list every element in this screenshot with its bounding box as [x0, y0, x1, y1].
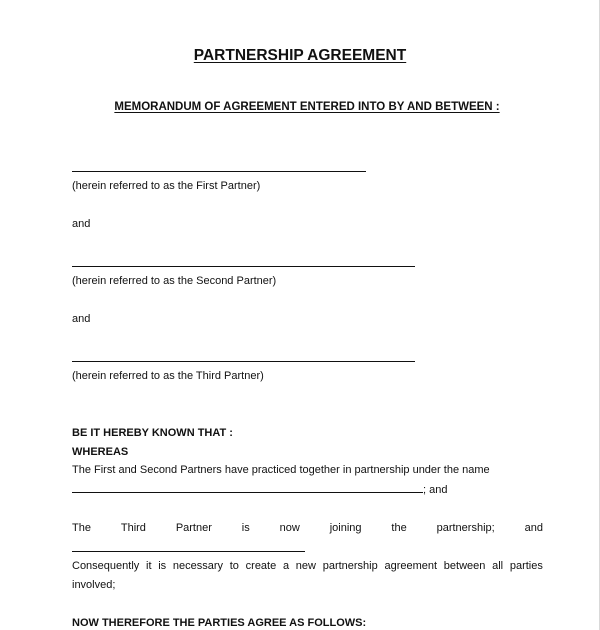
- now-therefore-heading: NOW THEREFORE THE PARTIES AGREE AS FOLLOWS:: [72, 617, 367, 629]
- third-partner-word: now: [279, 522, 300, 534]
- consequently-word: create: [245, 560, 277, 572]
- consequently-word: it: [146, 560, 152, 572]
- consequently-word: is: [158, 560, 167, 572]
- practiced-suffix: ; and: [423, 484, 448, 496]
- consequently-word: a: [282, 560, 290, 572]
- consequently-word: partnership: [322, 560, 378, 572]
- consequently-word: agreement: [384, 560, 438, 572]
- consequently-word: to: [229, 560, 239, 572]
- third-partner-word: is: [241, 522, 250, 534]
- third-partner-word: The: [72, 522, 91, 534]
- second-partner-blank-line[interactable]: [72, 266, 415, 267]
- third-partner-name-blank-line[interactable]: [72, 551, 305, 552]
- consequently-word: all: [492, 560, 504, 572]
- consequently-word: new: [295, 560, 316, 572]
- third-partner-word: Third: [120, 522, 146, 534]
- third-partner-word: partnership;: [436, 522, 495, 534]
- first-partner-blank-line[interactable]: [72, 171, 366, 172]
- third-partner-word: joining: [329, 522, 362, 534]
- consequently-word: between: [443, 560, 486, 572]
- partnership-name-row: [72, 484, 447, 496]
- consequently-text: [72, 560, 543, 572]
- third-partner-word: the: [391, 522, 407, 534]
- document-subtitle: MEMORANDUM OF AGREEMENT ENTERED INTO BY AND BETWEEN :: [114, 101, 500, 113]
- first-partner-label: (herein referred to as the First Partner): [72, 180, 261, 192]
- third-partner-word: and: [524, 522, 543, 534]
- third-partner-joining-text: [72, 522, 543, 534]
- third-partner-word: Partner: [175, 522, 212, 534]
- document-title: PARTNERSHIP AGREEMENT: [193, 47, 407, 64]
- second-partner-label: (herein referred to as the Second Partner): [72, 275, 277, 287]
- and-connector: and: [72, 313, 91, 325]
- practiced-together-text: The First and Second Partners have practiced together in partnership under the name: [72, 464, 490, 476]
- consequently-word: Consequently: [72, 560, 140, 572]
- consequently-word: necessary: [172, 560, 224, 572]
- third-partner-label: (herein referred to as the Third Partner): [72, 370, 264, 382]
- consequently-word: parties: [509, 560, 543, 572]
- whereas-heading: WHEREAS: [72, 446, 129, 458]
- and-connector: and: [72, 218, 91, 230]
- be-it-known-heading: BE IT HEREBY KNOWN THAT :: [72, 427, 233, 439]
- third-partner-blank-line[interactable]: [72, 361, 415, 362]
- partnership-name-blank-line[interactable]: [72, 492, 423, 493]
- involved-text: involved;: [72, 579, 116, 591]
